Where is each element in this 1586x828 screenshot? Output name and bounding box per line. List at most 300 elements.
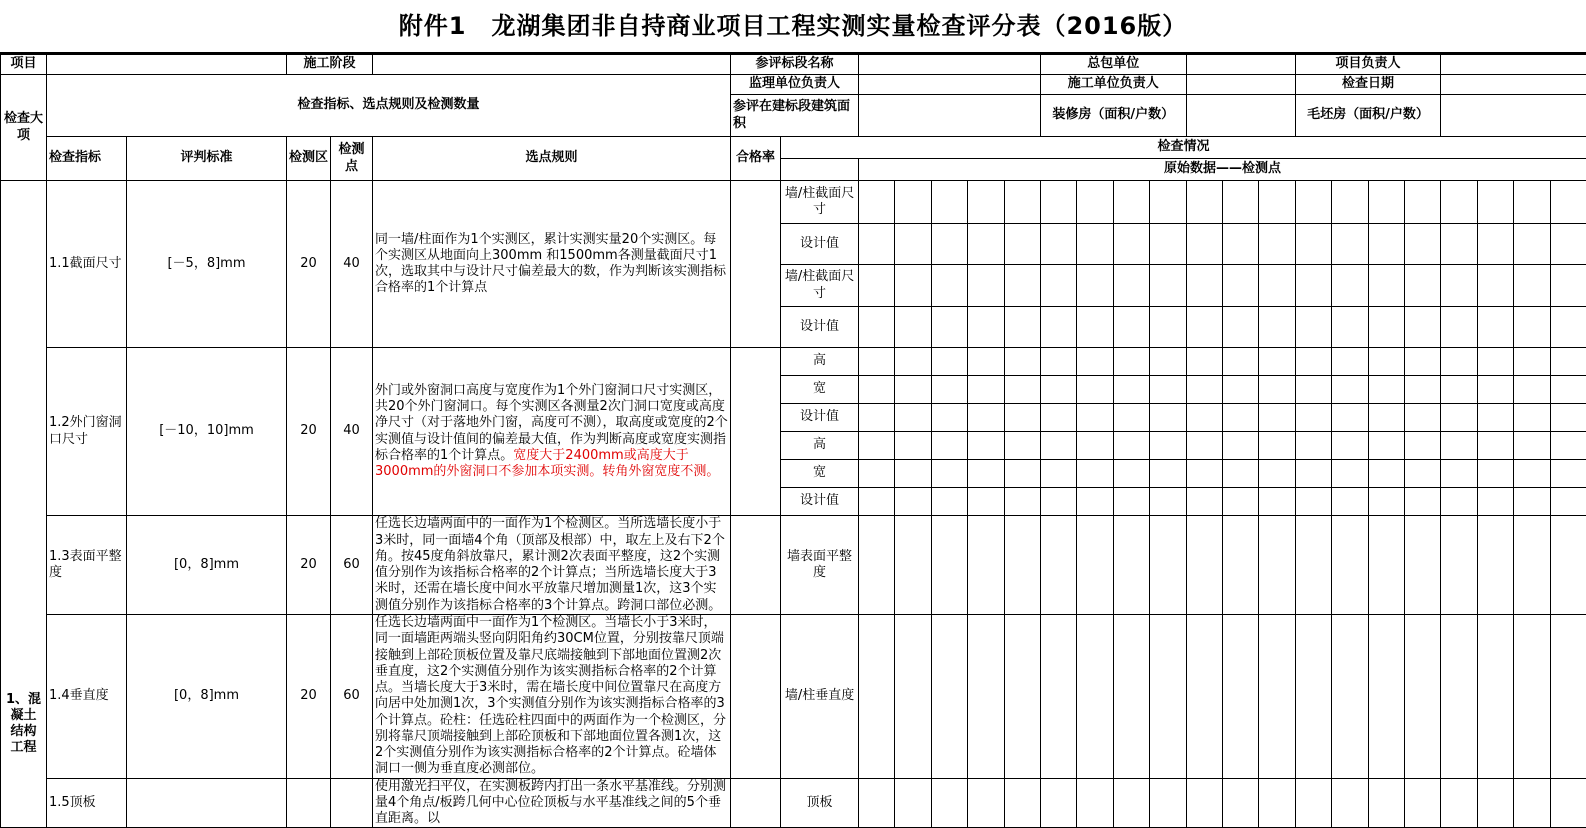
raw-data-cell[interactable] <box>1368 615 1404 779</box>
raw-data-cell[interactable] <box>1186 488 1222 516</box>
raw-data-cell[interactable] <box>1004 181 1040 224</box>
col-standard-header: 评判标准 <box>127 137 287 181</box>
raw-data-cell[interactable] <box>1368 265 1404 307</box>
raw-data-cell[interactable] <box>1113 181 1149 224</box>
raw-data-cell[interactable] <box>1222 307 1258 348</box>
raw-data-cell[interactable] <box>1040 615 1076 779</box>
raw-data-cell[interactable] <box>1113 348 1149 376</box>
raw-data-cell[interactable] <box>1186 181 1222 224</box>
measure-label: 宽 <box>781 460 859 488</box>
check-date-value[interactable] <box>1441 75 1586 95</box>
raw-data-cell[interactable] <box>1222 376 1258 404</box>
item-rule <box>373 615 731 779</box>
raw-data-cell[interactable] <box>931 376 967 404</box>
raw-data-cell[interactable] <box>1259 265 1295 307</box>
raw-data-cell[interactable] <box>1295 615 1331 779</box>
raw-data-cell[interactable] <box>859 778 895 828</box>
raw-data-cell[interactable] <box>895 778 931 828</box>
raw-data-cell[interactable] <box>1441 615 1477 779</box>
construction-leader-value[interactable] <box>1186 75 1295 95</box>
raw-data-cell[interactable] <box>1222 516 1258 615</box>
raw-data-cell[interactable] <box>1077 516 1113 615</box>
item-standard: [－10，10]mm <box>127 348 287 516</box>
raw-data-cell[interactable] <box>1186 778 1222 828</box>
raw-data-cell[interactable] <box>1186 432 1222 460</box>
raw-data-cell[interactable] <box>1550 181 1586 224</box>
raw-data-cell[interactable] <box>1186 404 1222 432</box>
raw-data-cell[interactable] <box>859 488 895 516</box>
raw-data-cell[interactable] <box>1404 265 1440 307</box>
raw-data-cell[interactable] <box>1113 307 1149 348</box>
raw-data-cell[interactable] <box>1077 181 1113 224</box>
raw-data-cell[interactable] <box>895 615 931 779</box>
raw-data-cell[interactable] <box>1040 460 1076 488</box>
raw-data-cell[interactable] <box>1004 460 1040 488</box>
raw-data-cell[interactable] <box>1222 224 1258 265</box>
raw-data-cell[interactable] <box>931 181 967 224</box>
raw-data-cell[interactable] <box>931 488 967 516</box>
raw-data-cell[interactable] <box>1332 376 1368 404</box>
raw-data-cell[interactable] <box>931 307 967 348</box>
raw-data-cell[interactable] <box>1150 348 1186 376</box>
raw-data-cell[interactable] <box>1004 307 1040 348</box>
raw-data-cell[interactable] <box>1295 432 1331 460</box>
raw-data-cell[interactable] <box>1259 404 1295 432</box>
raw-data-cell[interactable] <box>1514 348 1550 376</box>
check-category-header: 检查大项 <box>1 75 47 181</box>
raw-data-cell[interactable] <box>1550 224 1586 265</box>
raw-data-cell[interactable] <box>1332 265 1368 307</box>
raw-data-cell[interactable] <box>1332 404 1368 432</box>
measure-label: 高 <box>781 432 859 460</box>
building-area-value[interactable] <box>859 95 1041 137</box>
raw-data-cell[interactable] <box>1113 460 1149 488</box>
item-standard: [－5，8]mm <box>127 181 287 348</box>
raw-data-cell[interactable] <box>1368 224 1404 265</box>
raw-data-cell[interactable] <box>1477 404 1513 432</box>
raw-data-cell[interactable] <box>1113 265 1149 307</box>
raw-data-cell[interactable] <box>1186 376 1222 404</box>
raw-data-cell[interactable] <box>1404 488 1440 516</box>
raw-data-cell[interactable] <box>1113 516 1149 615</box>
raw-data-cell[interactable] <box>968 181 1004 224</box>
raw-data-cell[interactable] <box>1514 460 1550 488</box>
raw-data-cell[interactable] <box>859 265 895 307</box>
raw-data-cell[interactable] <box>1477 348 1513 376</box>
raw-data-cell[interactable] <box>1113 615 1149 779</box>
raw-data-cell[interactable] <box>931 516 967 615</box>
raw-data-cell[interactable] <box>1077 348 1113 376</box>
raw-data-cell[interactable] <box>1186 307 1222 348</box>
raw-data-cell[interactable] <box>1550 460 1586 488</box>
raw-data-cell[interactable] <box>1150 404 1186 432</box>
raw-data-cell[interactable] <box>1368 460 1404 488</box>
raw-data-cell[interactable] <box>1004 488 1040 516</box>
raw-data-cell[interactable] <box>1514 778 1550 828</box>
raw-data-cell[interactable] <box>1222 404 1258 432</box>
raw-data-cell[interactable] <box>1295 348 1331 376</box>
raw-data-cell[interactable] <box>1259 615 1295 779</box>
raw-data-cell[interactable] <box>1259 376 1295 404</box>
raw-data-cell[interactable] <box>1186 265 1222 307</box>
raw-data-cell[interactable] <box>1332 488 1368 516</box>
raw-data-cell[interactable] <box>1550 615 1586 779</box>
raw-data-cell[interactable] <box>1514 432 1550 460</box>
supervisor-leader-value[interactable] <box>859 75 1041 95</box>
raw-data-cell[interactable] <box>1441 224 1477 265</box>
item-pass-rate[interactable] <box>731 516 781 615</box>
raw-data-cell[interactable] <box>1150 181 1186 224</box>
raw-data-cell[interactable] <box>895 307 931 348</box>
raw-data-cell[interactable] <box>1404 376 1440 404</box>
raw-data-cell[interactable] <box>1077 615 1113 779</box>
raw-data-cell[interactable] <box>1441 488 1477 516</box>
raw-data-cell[interactable] <box>859 404 895 432</box>
raw-data-cell[interactable] <box>1404 404 1440 432</box>
raw-data-cell[interactable] <box>1113 488 1149 516</box>
raw-data-cell[interactable] <box>968 348 1004 376</box>
raw-data-cell[interactable] <box>1186 224 1222 265</box>
raw-data-cell[interactable] <box>968 615 1004 779</box>
raw-data-cell[interactable] <box>1040 778 1076 828</box>
raw-data-cell[interactable] <box>1259 181 1295 224</box>
raw-data-cell[interactable] <box>1077 265 1113 307</box>
raw-data-cell[interactable] <box>1332 348 1368 376</box>
raw-data-cell[interactable] <box>1404 516 1440 615</box>
raw-data-cell[interactable] <box>1077 307 1113 348</box>
raw-data-cell[interactable] <box>1404 432 1440 460</box>
raw-data-cell[interactable] <box>1514 404 1550 432</box>
raw-data-cell[interactable] <box>931 778 967 828</box>
raw-data-cell[interactable] <box>1259 348 1295 376</box>
raw-data-cell[interactable] <box>1368 348 1404 376</box>
raw-data-cell[interactable] <box>895 181 931 224</box>
raw-data-cell[interactable] <box>1004 516 1040 615</box>
raw-data-cell[interactable] <box>859 181 895 224</box>
raw-data-cell[interactable] <box>859 432 895 460</box>
raw-data-cell[interactable] <box>1222 615 1258 779</box>
raw-data-cell[interactable] <box>1113 404 1149 432</box>
raw-data-cell[interactable] <box>1441 376 1477 404</box>
section-name-label: 参评标段名称 <box>731 55 859 75</box>
raw-data-cell[interactable] <box>1477 778 1513 828</box>
raw-data-cell[interactable] <box>1004 432 1040 460</box>
raw-data-cell[interactable] <box>968 224 1004 265</box>
raw-data-cell[interactable] <box>1514 307 1550 348</box>
raw-data-cell[interactable] <box>1514 224 1550 265</box>
raw-data-cell[interactable] <box>1040 404 1076 432</box>
item-index: 1.2外门窗洞口尺寸 <box>47 348 127 516</box>
raw-data-cell[interactable] <box>1150 432 1186 460</box>
raw-data-cell[interactable] <box>1332 778 1368 828</box>
raw-data-cell[interactable] <box>1295 488 1331 516</box>
raw-data-cell[interactable] <box>1550 488 1586 516</box>
raw-data-cell[interactable] <box>1040 348 1076 376</box>
raw-data-cell[interactable] <box>1004 404 1040 432</box>
raw-data-cell[interactable] <box>1550 404 1586 432</box>
raw-data-cell[interactable] <box>1113 376 1149 404</box>
raw-data-cell[interactable] <box>1550 307 1586 348</box>
raw-data-cell[interactable] <box>1186 348 1222 376</box>
raw-data-cell[interactable] <box>1514 265 1550 307</box>
raw-data-cell[interactable] <box>1222 181 1258 224</box>
raw-data-cell[interactable] <box>1550 778 1586 828</box>
raw-data-cell[interactable] <box>1150 460 1186 488</box>
raw-data-cell[interactable] <box>1332 516 1368 615</box>
raw-data-cell[interactable] <box>1077 376 1113 404</box>
raw-data-cell[interactable] <box>1477 432 1513 460</box>
raw-data-cell[interactable] <box>1150 376 1186 404</box>
raw-data-cell[interactable] <box>1404 348 1440 376</box>
raw-data-cell[interactable] <box>1259 432 1295 460</box>
raw-data-cell[interactable] <box>1259 488 1295 516</box>
raw-data-cell[interactable] <box>1186 516 1222 615</box>
raw-data-cell[interactable] <box>1295 516 1331 615</box>
raw-data-cell[interactable] <box>1404 307 1440 348</box>
raw-data-cell[interactable] <box>895 516 931 615</box>
raw-data-cell[interactable] <box>968 376 1004 404</box>
raw-data-cell[interactable] <box>931 615 967 779</box>
raw-data-cell[interactable] <box>931 265 967 307</box>
measure-label: 设计值 <box>781 224 859 265</box>
raw-data-cell[interactable] <box>968 265 1004 307</box>
decorated-value[interactable] <box>1186 95 1295 137</box>
score-table <box>0 54 1586 828</box>
raw-data-cell[interactable] <box>1077 488 1113 516</box>
item-zone: 20 <box>287 181 331 348</box>
raw-data-cell[interactable] <box>1404 181 1440 224</box>
raw-data-cell[interactable] <box>1441 432 1477 460</box>
raw-data-cell[interactable] <box>931 460 967 488</box>
raw-data-cell[interactable] <box>895 348 931 376</box>
raw-data-cell[interactable] <box>1477 516 1513 615</box>
raw-data-cell[interactable] <box>859 615 895 779</box>
raw-data-cell[interactable] <box>895 265 931 307</box>
raw-data-cell[interactable] <box>1514 615 1550 779</box>
item-zone: 20 <box>287 348 331 516</box>
raw-data-cell[interactable] <box>968 460 1004 488</box>
raw-data-cell[interactable] <box>859 516 895 615</box>
raw-data-cell[interactable] <box>1368 404 1404 432</box>
raw-data-cell[interactable] <box>859 376 895 404</box>
raw-data-cell[interactable] <box>1332 181 1368 224</box>
raw-data-cell[interactable] <box>1332 460 1368 488</box>
raw-data-cell[interactable] <box>1550 376 1586 404</box>
raw-data-cell[interactable] <box>1040 265 1076 307</box>
raw-data-cell[interactable] <box>895 376 931 404</box>
raw-data-cell[interactable] <box>1004 265 1040 307</box>
rough-label: 毛坯房（面积/户数） <box>1295 95 1441 137</box>
raw-data-cell[interactable] <box>1295 376 1331 404</box>
raw-data-cell[interactable] <box>1441 265 1477 307</box>
item-pass-rate[interactable] <box>731 778 781 828</box>
raw-data-cell[interactable] <box>1004 376 1040 404</box>
raw-data-cell[interactable] <box>1295 307 1331 348</box>
raw-data-cell[interactable] <box>1332 224 1368 265</box>
raw-data-cell[interactable] <box>1295 404 1331 432</box>
raw-data-cell[interactable] <box>931 404 967 432</box>
raw-data-cell[interactable] <box>1441 348 1477 376</box>
raw-data-cell[interactable] <box>1477 615 1513 779</box>
item-index: 1.3表面平整度 <box>47 516 127 615</box>
raw-data-cell[interactable] <box>1150 778 1186 828</box>
raw-data-cell[interactable] <box>1550 348 1586 376</box>
raw-data-cell[interactable] <box>1295 265 1331 307</box>
raw-data-cell[interactable] <box>1550 432 1586 460</box>
raw-data-cell[interactable] <box>1404 460 1440 488</box>
raw-data-cell[interactable] <box>1441 307 1477 348</box>
raw-data-cell[interactable] <box>968 488 1004 516</box>
raw-data-cell[interactable] <box>1113 224 1149 265</box>
raw-data-cell[interactable] <box>1150 307 1186 348</box>
raw-data-cell[interactable] <box>895 432 931 460</box>
raw-data-cell[interactable] <box>1368 181 1404 224</box>
raw-data-cell[interactable] <box>1477 488 1513 516</box>
raw-data-cell[interactable] <box>895 488 931 516</box>
raw-data-cell[interactable] <box>1040 488 1076 516</box>
raw-data-cell[interactable] <box>1040 181 1076 224</box>
item-index: 1.5顶板 <box>47 778 127 828</box>
raw-data-cell[interactable] <box>895 460 931 488</box>
raw-data-cell[interactable] <box>1150 224 1186 265</box>
raw-data-cell[interactable] <box>1004 348 1040 376</box>
raw-data-cell[interactable] <box>1441 181 1477 224</box>
raw-data-cell[interactable] <box>859 224 895 265</box>
raw-data-cell[interactable] <box>1477 181 1513 224</box>
raw-data-cell[interactable] <box>931 432 967 460</box>
raw-data-cell[interactable] <box>1040 224 1076 265</box>
raw-data-cell[interactable] <box>1477 224 1513 265</box>
raw-data-cell[interactable] <box>895 404 931 432</box>
raw-data-cell[interactable] <box>1477 265 1513 307</box>
raw-data-cell[interactable] <box>968 404 1004 432</box>
raw-data-cell[interactable] <box>1441 778 1477 828</box>
raw-data-cell[interactable] <box>1332 432 1368 460</box>
raw-data-cell[interactable] <box>1004 224 1040 265</box>
raw-data-cell[interactable] <box>1477 460 1513 488</box>
raw-data-cell[interactable] <box>1404 224 1440 265</box>
raw-data-cell[interactable] <box>1368 432 1404 460</box>
raw-data-cell[interactable] <box>931 224 967 265</box>
raw-data-cell[interactable] <box>859 460 895 488</box>
raw-data-cell[interactable] <box>968 307 1004 348</box>
raw-data-cell[interactable] <box>1259 307 1295 348</box>
measure-label: 顶板 <box>781 778 859 828</box>
raw-data-cell[interactable] <box>1113 432 1149 460</box>
raw-data-cell[interactable] <box>1113 778 1149 828</box>
raw-data-cell[interactable] <box>1332 615 1368 779</box>
general-contractor-label: 总包单位 <box>1040 55 1186 75</box>
raw-data-cell[interactable] <box>1077 460 1113 488</box>
raw-data-cell[interactable] <box>968 778 1004 828</box>
phase-label: 施工阶段 <box>287 55 373 75</box>
raw-data-cell[interactable] <box>1295 460 1331 488</box>
raw-data-cell[interactable] <box>1222 488 1258 516</box>
raw-data-cell[interactable] <box>1550 516 1586 615</box>
blank-label-cell <box>781 159 859 181</box>
raw-data-cell[interactable] <box>1368 376 1404 404</box>
raw-data-cell[interactable] <box>1222 778 1258 828</box>
raw-data-cell[interactable] <box>1077 404 1113 432</box>
item-rule-warning: 宽度大于2400mm或高度大于3000mm的外窗洞口不参加本项实测。转角外窗宽度不测。 <box>375 447 720 479</box>
raw-data-cell[interactable] <box>1040 516 1076 615</box>
item-pass-rate[interactable] <box>731 348 781 516</box>
raw-data-cell[interactable] <box>1077 224 1113 265</box>
raw-data-cell[interactable] <box>968 432 1004 460</box>
raw-data-cell[interactable] <box>1150 488 1186 516</box>
raw-data-cell[interactable] <box>1077 432 1113 460</box>
raw-data-cell[interactable] <box>1040 376 1076 404</box>
raw-data-cell[interactable] <box>968 516 1004 615</box>
raw-data-cell[interactable] <box>1150 265 1186 307</box>
raw-data-cell[interactable] <box>1477 376 1513 404</box>
raw-data-cell[interactable] <box>1404 615 1440 779</box>
raw-data-cell[interactable] <box>1514 488 1550 516</box>
raw-data-cell[interactable] <box>1150 615 1186 779</box>
raw-data-cell[interactable] <box>859 307 895 348</box>
raw-data-cell[interactable] <box>1222 432 1258 460</box>
raw-data-cell[interactable] <box>931 348 967 376</box>
raw-data-cell[interactable] <box>895 224 931 265</box>
raw-data-cell[interactable] <box>1441 516 1477 615</box>
raw-data-cell[interactable] <box>1186 460 1222 488</box>
raw-data-cell[interactable] <box>1295 224 1331 265</box>
phase-value[interactable] <box>373 55 731 75</box>
raw-data-cell[interactable] <box>1368 488 1404 516</box>
raw-data-cell[interactable] <box>1332 307 1368 348</box>
raw-data-cell[interactable] <box>1040 307 1076 348</box>
raw-data-cell[interactable] <box>1368 778 1404 828</box>
raw-data-cell[interactable] <box>1295 181 1331 224</box>
raw-data-cell[interactable] <box>1259 516 1295 615</box>
section-name-value[interactable] <box>859 55 1041 75</box>
raw-data-cell[interactable] <box>1477 307 1513 348</box>
project-value[interactable] <box>47 55 287 75</box>
raw-data-cell[interactable] <box>1368 516 1404 615</box>
project-leader-value[interactable] <box>1441 55 1586 75</box>
raw-data-cell[interactable] <box>1514 181 1550 224</box>
col-raw-header: 原始数据——检测点 <box>859 159 1586 181</box>
raw-data-cell[interactable] <box>1150 516 1186 615</box>
raw-data-cell[interactable] <box>1441 460 1477 488</box>
index-rules-header: 检查指标、选点规则及检测数量 <box>47 75 731 137</box>
raw-data-cell[interactable] <box>1514 376 1550 404</box>
raw-data-cell[interactable] <box>1259 460 1295 488</box>
raw-data-cell[interactable] <box>1259 778 1295 828</box>
item-pass-rate[interactable] <box>731 181 781 348</box>
item-pass-rate[interactable] <box>731 615 781 779</box>
raw-data-cell[interactable] <box>1368 307 1404 348</box>
general-contractor-value[interactable] <box>1186 55 1295 75</box>
raw-data-cell[interactable] <box>1004 778 1040 828</box>
raw-data-cell[interactable] <box>1441 404 1477 432</box>
raw-data-cell[interactable] <box>1004 615 1040 779</box>
raw-data-cell[interactable] <box>1514 516 1550 615</box>
raw-data-cell[interactable] <box>1259 224 1295 265</box>
raw-data-cell[interactable] <box>859 348 895 376</box>
raw-data-cell[interactable] <box>1295 778 1331 828</box>
raw-data-cell[interactable] <box>1550 265 1586 307</box>
raw-data-cell[interactable] <box>1077 778 1113 828</box>
raw-data-cell[interactable] <box>1222 460 1258 488</box>
raw-data-cell[interactable] <box>1222 265 1258 307</box>
item-rule <box>373 181 731 348</box>
raw-data-cell[interactable] <box>1186 615 1222 779</box>
raw-data-cell[interactable] <box>1040 432 1076 460</box>
raw-data-cell[interactable] <box>1222 348 1258 376</box>
raw-data-cell[interactable] <box>1404 778 1440 828</box>
rough-value[interactable] <box>1441 95 1586 137</box>
